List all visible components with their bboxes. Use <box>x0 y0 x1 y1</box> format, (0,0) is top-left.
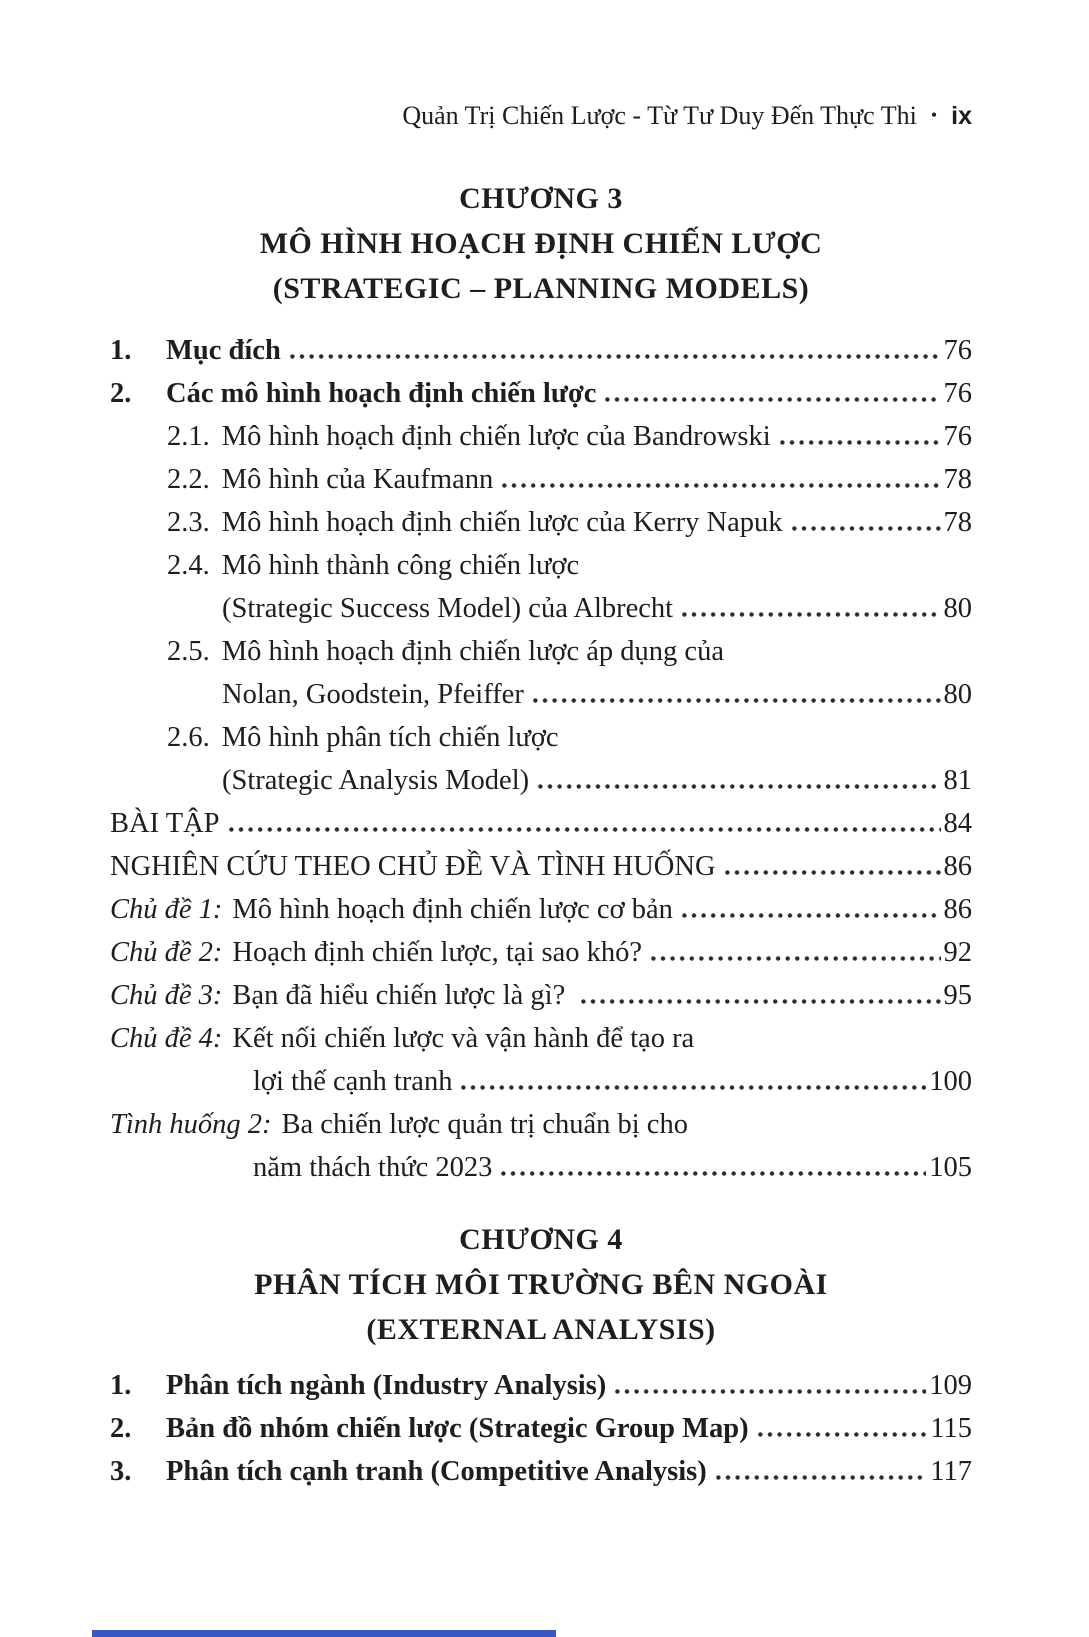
entry-text: Các mô hình hoạch định chiến lược <box>166 378 597 409</box>
entry-text: Hoạch định chiến lược, tại sao khó? <box>232 937 643 968</box>
dot-leader <box>581 999 940 1004</box>
entry-page-number: 117 <box>930 1456 972 1487</box>
entry-page-number: 76 <box>943 335 972 366</box>
toc-entry-line <box>110 1450 972 1493</box>
dot-leader <box>780 440 941 445</box>
dot-leader <box>725 870 941 875</box>
entry-text: Phân tích cạnh tranh (Competitive Analysis) <box>166 1456 707 1487</box>
entry-page-number: 115 <box>930 1413 972 1444</box>
running-title: Quản Trị Chiến Lược - Từ Tư Duy Đến Thực Thi <box>402 101 917 130</box>
entry-number: 2.5. <box>167 636 210 667</box>
entry-page-number: 78 <box>943 464 972 495</box>
entry-number: 2.6. <box>167 722 210 753</box>
dot-leader <box>605 397 940 402</box>
toc-entry-line <box>110 716 972 759</box>
entry-text: Ba chiến lược quản trị chuẩn bị cho <box>281 1109 688 1140</box>
dot-leader <box>501 1171 926 1176</box>
entry-page-number: 86 <box>943 851 972 882</box>
entry-text: Kết nối chiến lược và vận hành để tạo ra <box>232 1023 695 1054</box>
entry-text: Mô hình hoạch định chiến lược của Bandrowski <box>221 421 771 452</box>
toc-entry-line <box>110 1103 972 1146</box>
entry-number: 2. <box>110 378 132 409</box>
toc-entry-line <box>110 845 972 888</box>
entry-page-number: 81 <box>943 765 972 796</box>
toc-entry-line <box>110 372 972 415</box>
dot-leader <box>682 913 941 918</box>
dot-leader <box>758 1432 928 1437</box>
dot-leader <box>716 1475 928 1480</box>
toc-sections <box>110 176 972 1493</box>
toc-entry-line <box>110 974 972 1017</box>
entry-text: Bản đồ nhóm chiến lược (Strategic Group Map) <box>166 1413 749 1444</box>
toc-entry-line <box>110 673 972 716</box>
entry-text: Mục đích <box>166 335 281 366</box>
entry-page-number: 76 <box>943 378 972 409</box>
dot-leader <box>533 698 941 703</box>
toc-entry-line <box>110 931 972 974</box>
chapter-subtitle: (STRATEGIC – PLANNING MODELS) <box>272 272 810 305</box>
chapter-label: CHƯƠNG 3 <box>459 182 623 215</box>
entry-topic-label: Chủ đề 3: <box>110 980 223 1011</box>
bullet-separator: • <box>930 105 938 125</box>
chapter-title: PHÂN TÍCH MÔI TRƯỜNG BÊN NGOÀI <box>254 1268 828 1301</box>
entry-text: Mô hình hoạch định chiến lược cơ bản <box>232 894 673 925</box>
chapter-subtitle: (EXTERNAL ANALYSIS) <box>366 1313 716 1346</box>
entry-topic-label: Chủ đề 4: <box>110 1023 223 1054</box>
toc-entry-line <box>110 329 972 372</box>
toc-entry-line <box>110 1364 972 1407</box>
toc-entry-line <box>110 1407 972 1450</box>
toc-entry-line <box>110 544 972 587</box>
toc-entry-line <box>110 759 972 802</box>
dot-leader <box>682 612 940 617</box>
entry-topic-label: Tình huống 2: <box>110 1109 272 1140</box>
entry-page-number: 105 <box>929 1152 972 1183</box>
toc-entry-line <box>110 1060 972 1103</box>
page-number-roman: ix <box>951 102 972 130</box>
entry-text: BÀI TẬP <box>110 808 220 839</box>
toc-entry-line <box>110 458 972 501</box>
entry-number: 2.4. <box>167 550 210 581</box>
chapter-section <box>110 176 972 1189</box>
entry-text: Nolan, Goodstein, Pfeiffer <box>222 679 524 710</box>
dot-leader <box>229 827 941 832</box>
entry-topic-label: Chủ đề 1: <box>110 894 223 925</box>
entry-page-number: 95 <box>943 980 972 1011</box>
chapter-label: CHƯƠNG 4 <box>459 1223 623 1256</box>
toc-rows <box>110 1364 972 1493</box>
dot-leader <box>538 784 940 789</box>
entry-text: Phân tích ngành (Industry Analysis) <box>166 1370 607 1401</box>
entry-text: Mô hình của Kaufmann <box>221 464 494 495</box>
dot-leader <box>792 526 941 531</box>
dot-leader <box>651 956 940 961</box>
chapter-heading <box>110 1217 972 1352</box>
entry-page-number: 84 <box>943 808 972 839</box>
entry-page-number: 80 <box>943 593 972 624</box>
entry-text: (Strategic Success Model) của Albrecht <box>222 593 674 624</box>
toc-entry-line <box>110 415 972 458</box>
entry-page-number: 86 <box>943 894 972 925</box>
entry-number: 2.3. <box>167 507 210 538</box>
entry-number: 2. <box>110 1413 132 1444</box>
dot-leader <box>502 483 940 488</box>
toc-entry-line <box>110 501 972 544</box>
dot-leader <box>615 1389 926 1394</box>
entry-text: lợi thế cạnh tranh <box>253 1066 453 1097</box>
toc-entry-line <box>110 1146 972 1189</box>
entry-page-number: 78 <box>943 507 972 538</box>
toc-rows <box>110 329 972 1189</box>
entry-number: 1. <box>110 335 132 366</box>
toc-entry-line <box>110 1017 972 1060</box>
chapter-heading <box>110 176 972 311</box>
chapter-title: MÔ HÌNH HOẠCH ĐỊNH CHIẾN LƯỢC <box>259 227 823 260</box>
entry-page-number: 76 <box>943 421 972 452</box>
entry-text: Bạn đã hiểu chiến lược là gì? <box>232 980 573 1011</box>
entry-page-number: 100 <box>929 1066 972 1097</box>
chapter-section <box>110 1217 972 1493</box>
entry-page-number: 92 <box>943 937 972 968</box>
entry-number: 2.1. <box>167 421 210 452</box>
entry-text: Mô hình hoạch định chiến lược của Kerry Napuk <box>221 507 783 538</box>
entry-text: NGHIÊN CỨU THEO CHỦ ĐỀ VÀ TÌNH HUỐNG <box>110 851 716 882</box>
entry-topic-label: Chủ đề 2: <box>110 937 223 968</box>
toc-entry-line <box>110 802 972 845</box>
entry-page-number: 80 <box>943 679 972 710</box>
toc-entry-line <box>110 587 972 630</box>
entry-number: 2.2. <box>167 464 210 495</box>
toc-entry-line <box>110 888 972 931</box>
dot-leader <box>461 1085 926 1090</box>
toc-entry-line <box>110 630 972 673</box>
running-header <box>110 100 972 131</box>
entry-text: Mô hình thành công chiến lược <box>221 550 580 581</box>
dot-leader <box>290 354 941 359</box>
bottom-progress-bar[interactable] <box>92 1630 556 1637</box>
entry-text: (Strategic Analysis Model) <box>222 765 530 796</box>
entry-text: Mô hình hoạch định chiến lược áp dụng của <box>221 636 724 667</box>
entry-number: 3. <box>110 1456 132 1487</box>
entry-text: năm thách thức 2023 <box>253 1152 493 1183</box>
entry-page-number: 109 <box>929 1370 972 1401</box>
entry-number: 1. <box>110 1370 132 1401</box>
entry-text: Mô hình phân tích chiến lược <box>221 722 559 753</box>
